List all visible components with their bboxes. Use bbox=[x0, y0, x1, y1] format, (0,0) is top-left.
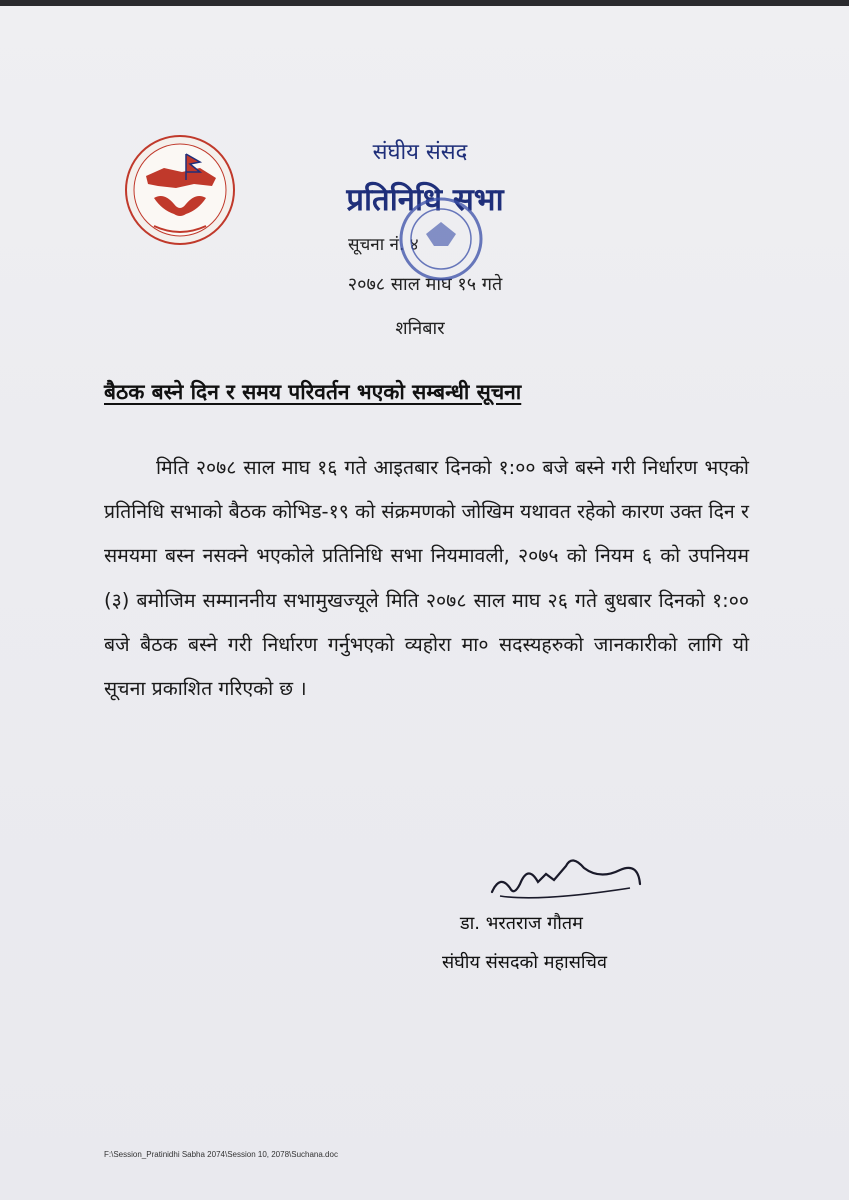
signatory-designation: संघीय संसदको महासचिव bbox=[442, 952, 607, 973]
official-stamp-icon bbox=[396, 194, 486, 284]
notice-weekday: शनिबार bbox=[395, 318, 445, 339]
document-page bbox=[0, 6, 849, 1200]
notice-number: सूचना नं. ४ bbox=[348, 235, 419, 255]
notice-date: २०७८ साल माघ १५ गते bbox=[347, 274, 503, 295]
notice-title: बैठक बस्ने दिन र समय परिवर्तन भएको सम्बन्धी सूचना bbox=[104, 380, 522, 404]
notice-paragraph: मिति २०७८ साल माघ १६ गते आइतबार दिनको १:०० बजे बस्ने गरी निर्धारण भएको प्रतिनिधि सभाको बैठक कोभिड-१९ को संक्रमणको जोखिम यथावत रहेको कारण उक्त दिन र समयमा बस्न नसक्ने भएकोले प्रतिनिधि सभा नियमावली, २०७५ को नियम ६ को उपनियम (३) बमोजिम सम्माननीय सभामुखज्यूले मिति २०७८ साल माघ २६ गते बुधबार दिनको १:०० बजे बैठक बस्ने गरी निर्धारण गर्नुभएको व्यहोरा मा० सदस्यहरुको जानकारीको लागि यो सूचना प्रकाशित गरिएको छ । bbox=[104, 456, 749, 701]
signatory-name: डा. भरतराज गौतम bbox=[460, 913, 583, 934]
notice-body bbox=[104, 446, 749, 711]
parliament-heading: संघीय संसद bbox=[372, 140, 468, 165]
file-path-footer: F:\Session_Pratinidhi Sabha 2074\Session 10, 2078\Suchana.doc bbox=[104, 1150, 338, 1159]
parliament-emblem-icon bbox=[124, 134, 236, 246]
handwritten-signature-icon bbox=[480, 844, 660, 904]
house-heading: प्रतिनिधि सभा bbox=[346, 182, 504, 218]
